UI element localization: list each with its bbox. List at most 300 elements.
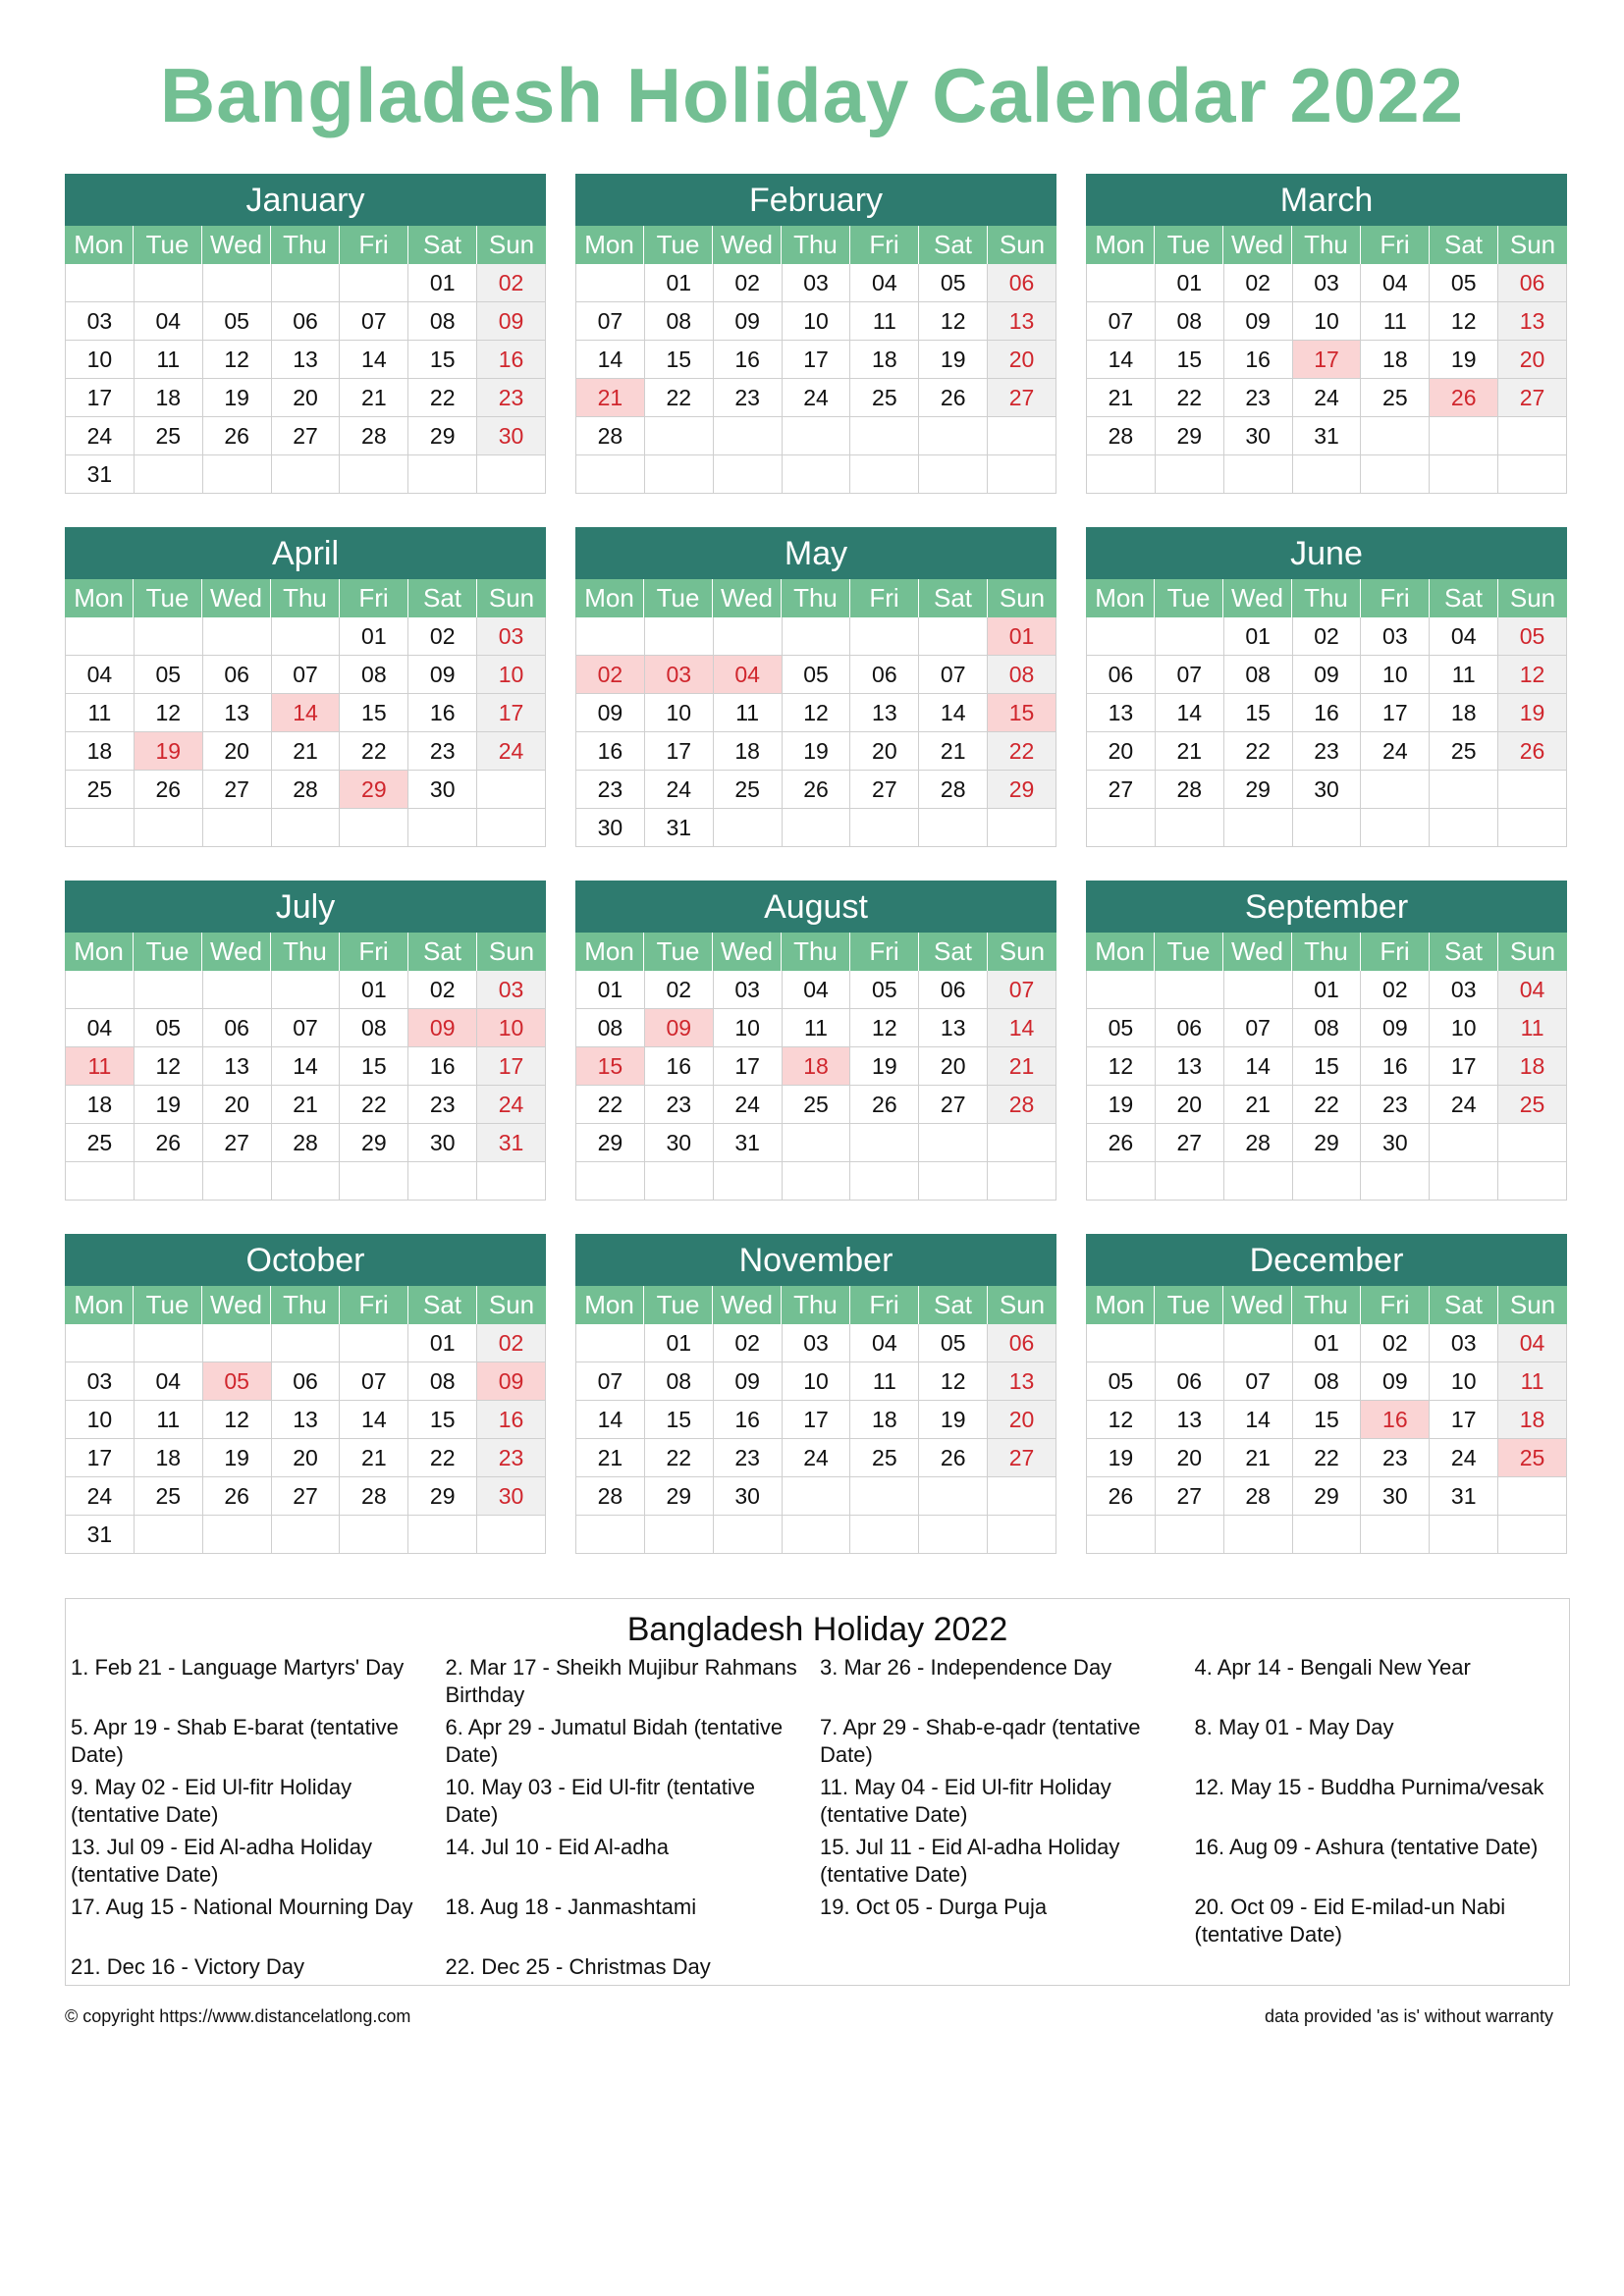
- holiday-list-item: 19. Oct 05 - Durga Puja: [820, 1895, 1048, 1919]
- empty-day-cell: [66, 1324, 135, 1362]
- weekday-label: Fri: [340, 1286, 408, 1324]
- day-cell: 14: [1087, 341, 1156, 379]
- day-cell: 13: [203, 1047, 272, 1086]
- empty-day-cell: [66, 617, 135, 656]
- day-cell: 03: [1430, 1324, 1498, 1362]
- empty-day-cell: [408, 455, 477, 494]
- day-cell: 11: [1361, 302, 1430, 341]
- month-january: [65, 174, 546, 498]
- sunday-day-cell: 16: [477, 341, 546, 379]
- empty-day-cell: [1087, 1162, 1156, 1201]
- weekday-label: Mon: [1086, 1286, 1155, 1324]
- day-cell: 14: [576, 341, 645, 379]
- sunday-day-cell: 24: [477, 1086, 546, 1124]
- weekday-label: Sun: [999, 1290, 1046, 1319]
- day-cell: 07: [919, 656, 988, 694]
- empty-day-cell: [1430, 1516, 1498, 1554]
- day-cell: 24: [66, 417, 135, 455]
- empty-day-cell: [714, 455, 783, 494]
- day-cell: 17: [1430, 1401, 1498, 1439]
- empty-day-cell: [203, 1324, 272, 1362]
- day-cell: 16: [1361, 1047, 1430, 1086]
- holiday-list-title: Bangladesh Holiday 2022: [626, 1611, 1008, 1648]
- day-cell: 29: [1293, 1124, 1362, 1162]
- empty-day-cell: [1361, 809, 1430, 847]
- weekday-label: Fri: [1361, 579, 1430, 617]
- day-cell: 12: [919, 302, 988, 341]
- day-cell: 19: [203, 1439, 272, 1477]
- weekday-label: Mon: [65, 579, 134, 617]
- day-cell: 06: [1156, 1009, 1224, 1047]
- day-cell: 14: [919, 694, 988, 732]
- holiday-list-item: 9. May 02 - Eid Ul-fitr Holiday (tentative Date): [71, 1775, 352, 1827]
- holiday-day-cell: 11: [66, 1047, 135, 1086]
- sunday-day-cell: 02: [477, 264, 546, 302]
- day-cell: 15: [340, 694, 408, 732]
- holiday-list-item: 17. Aug 15 - National Mourning Day: [71, 1895, 413, 1919]
- day-cell: 18: [66, 732, 135, 771]
- weekday-row: [65, 226, 546, 264]
- empty-day-cell: [1224, 971, 1293, 1009]
- empty-day-cell: [645, 1162, 714, 1201]
- sunday-day-cell: 07: [988, 971, 1056, 1009]
- weekday-label: Thu: [271, 579, 340, 617]
- empty-day-cell: [135, 971, 203, 1009]
- day-cell: 24: [645, 771, 714, 809]
- day-cell: 05: [783, 656, 851, 694]
- day-cell: 12: [203, 1401, 272, 1439]
- empty-day-cell: [714, 1516, 783, 1554]
- weekday-row: [65, 933, 546, 971]
- empty-day-cell: [1498, 1477, 1567, 1516]
- day-cell: 16: [408, 1047, 477, 1086]
- day-cell: 15: [645, 341, 714, 379]
- day-cell: 06: [1087, 656, 1156, 694]
- holiday-day-cell: 14: [272, 694, 341, 732]
- day-cell: 27: [1087, 771, 1156, 809]
- day-cell: 09: [1293, 656, 1362, 694]
- empty-day-cell: [714, 809, 783, 847]
- empty-day-cell: [576, 1162, 645, 1201]
- weekday-label: Sun: [1509, 1290, 1556, 1319]
- day-grid: [1086, 1324, 1567, 1554]
- month-may: [575, 527, 1056, 851]
- sunday-day-cell: 05: [1498, 617, 1567, 656]
- day-cell: 26: [135, 771, 203, 809]
- day-cell: 02: [408, 617, 477, 656]
- day-cell: 06: [203, 656, 272, 694]
- day-grid: [65, 971, 546, 1201]
- day-cell: 05: [1087, 1009, 1156, 1047]
- day-cell: 23: [645, 1086, 714, 1124]
- weekday-label: Sun: [1509, 583, 1556, 613]
- day-cell: 17: [66, 1439, 135, 1477]
- sunday-day-cell: 30: [477, 1477, 546, 1516]
- month-title: July: [65, 881, 546, 933]
- day-cell: 30: [408, 771, 477, 809]
- day-cell: 01: [1224, 617, 1293, 656]
- empty-day-cell: [1156, 1162, 1224, 1201]
- sunday-day-cell: 24: [477, 732, 546, 771]
- day-cell: 31: [714, 1124, 783, 1162]
- day-cell: 08: [408, 302, 477, 341]
- empty-day-cell: [988, 417, 1056, 455]
- day-cell: 23: [714, 1439, 783, 1477]
- day-grid: [1086, 617, 1567, 847]
- day-cell: 22: [340, 732, 408, 771]
- day-cell: 03: [783, 1324, 851, 1362]
- day-cell: 27: [272, 1477, 341, 1516]
- day-cell: 30: [1361, 1477, 1430, 1516]
- day-cell: 27: [203, 771, 272, 809]
- day-cell: 08: [576, 1009, 645, 1047]
- day-cell: 17: [645, 732, 714, 771]
- day-cell: 06: [272, 1362, 341, 1401]
- empty-day-cell: [1087, 1516, 1156, 1554]
- weekday-label: Sat: [919, 1286, 988, 1324]
- day-cell: 09: [576, 694, 645, 732]
- day-cell: 03: [714, 971, 783, 1009]
- day-cell: 22: [1224, 732, 1293, 771]
- weekday-label: Sun: [1509, 936, 1556, 966]
- day-cell: 17: [66, 379, 135, 417]
- empty-day-cell: [1498, 771, 1567, 809]
- holiday-day-cell: 17: [1293, 341, 1362, 379]
- holiday-list-panel: [65, 1598, 1570, 1986]
- day-cell: 22: [576, 1086, 645, 1124]
- sunday-day-cell: 04: [1498, 971, 1567, 1009]
- empty-day-cell: [988, 1516, 1056, 1554]
- weekday-label: Thu: [782, 1286, 850, 1324]
- day-cell: 28: [576, 417, 645, 455]
- weekday-label: Thu: [782, 579, 850, 617]
- day-cell: 21: [1087, 379, 1156, 417]
- holiday-list-item: 20. Oct 09 - Eid E-milad-un Nabi (tentative Date): [1194, 1895, 1506, 1947]
- empty-day-cell: [135, 1324, 203, 1362]
- empty-day-cell: [1087, 971, 1156, 1009]
- sunday-day-cell: 13: [1498, 302, 1567, 341]
- day-cell: 12: [783, 694, 851, 732]
- day-cell: 11: [66, 694, 135, 732]
- month-july: [65, 881, 546, 1204]
- day-cell: 15: [408, 1401, 477, 1439]
- sunday-day-cell: 31: [477, 1124, 546, 1162]
- empty-day-cell: [988, 1477, 1056, 1516]
- weekday-label: Thu: [782, 226, 850, 264]
- day-cell: 01: [408, 1324, 477, 1362]
- day-cell: 30: [714, 1477, 783, 1516]
- day-cell: 19: [919, 341, 988, 379]
- empty-day-cell: [135, 1516, 203, 1554]
- empty-day-cell: [1498, 809, 1567, 847]
- day-cell: 18: [850, 341, 919, 379]
- empty-day-cell: [203, 617, 272, 656]
- weekday-label: Sun: [488, 936, 535, 966]
- empty-day-cell: [645, 617, 714, 656]
- empty-day-cell: [135, 809, 203, 847]
- day-cell: 23: [1293, 732, 1362, 771]
- empty-day-cell: [1498, 417, 1567, 455]
- weekday-row: [65, 579, 546, 617]
- day-cell: 10: [1430, 1362, 1498, 1401]
- sunday-day-cell: 08: [988, 656, 1056, 694]
- month-march: [1086, 174, 1567, 498]
- day-cell: 28: [1224, 1477, 1293, 1516]
- day-cell: 29: [576, 1124, 645, 1162]
- weekday-label: Tue: [134, 1286, 202, 1324]
- day-cell: 28: [576, 1477, 645, 1516]
- empty-day-cell: [1430, 809, 1498, 847]
- empty-day-cell: [340, 264, 408, 302]
- day-cell: 26: [919, 1439, 988, 1477]
- day-cell: 02: [645, 971, 714, 1009]
- day-cell: 26: [850, 1086, 919, 1124]
- holiday-day-cell: 25: [1498, 1439, 1567, 1477]
- day-cell: 20: [272, 379, 341, 417]
- holiday-list-item: 8. May 01 - May Day: [1194, 1715, 1394, 1739]
- empty-day-cell: [1224, 1324, 1293, 1362]
- sunday-day-cell: 18: [1498, 1047, 1567, 1086]
- day-cell: 09: [714, 1362, 783, 1401]
- empty-day-cell: [714, 617, 783, 656]
- day-grid: [1086, 264, 1567, 494]
- empty-day-cell: [1156, 1324, 1224, 1362]
- day-cell: 13: [1156, 1047, 1224, 1086]
- day-cell: 11: [1430, 656, 1498, 694]
- weekday-label: Mon: [575, 1286, 644, 1324]
- empty-day-cell: [1087, 617, 1156, 656]
- empty-day-cell: [340, 455, 408, 494]
- sunday-day-cell: 17: [477, 1047, 546, 1086]
- holiday-day-cell: 18: [783, 1047, 851, 1086]
- day-cell: 25: [1361, 379, 1430, 417]
- day-cell: 04: [135, 302, 203, 341]
- weekday-label: Mon: [65, 226, 134, 264]
- day-cell: 01: [645, 1324, 714, 1362]
- holiday-list-item: 4. Apr 14 - Bengali New Year: [1194, 1655, 1471, 1680]
- empty-day-cell: [203, 809, 272, 847]
- holiday-list-item: 15. Jul 11 - Eid Al-adha Holiday (tentative Date): [820, 1835, 1120, 1887]
- day-grid: [575, 264, 1056, 494]
- day-grid: [65, 264, 546, 494]
- empty-day-cell: [1361, 1516, 1430, 1554]
- day-cell: 28: [919, 771, 988, 809]
- weekday-label: Sat: [408, 579, 477, 617]
- empty-day-cell: [1224, 1162, 1293, 1201]
- weekday-label: Fri: [850, 933, 919, 971]
- day-cell: 16: [645, 1047, 714, 1086]
- empty-day-cell: [783, 1124, 851, 1162]
- month-title: February: [575, 174, 1056, 226]
- day-cell: 29: [1156, 417, 1224, 455]
- day-cell: 22: [645, 1439, 714, 1477]
- day-cell: 25: [135, 417, 203, 455]
- day-cell: 26: [135, 1124, 203, 1162]
- empty-day-cell: [477, 771, 546, 809]
- weekday-label: Mon: [575, 579, 644, 617]
- day-cell: 25: [66, 771, 135, 809]
- day-cell: 20: [850, 732, 919, 771]
- day-cell: 11: [714, 694, 783, 732]
- weekday-row: [575, 1286, 1056, 1324]
- holiday-day-cell: 01: [988, 617, 1056, 656]
- day-cell: 07: [1224, 1362, 1293, 1401]
- weekday-label: Mon: [65, 1286, 134, 1324]
- day-cell: 18: [1430, 694, 1498, 732]
- empty-day-cell: [1224, 1516, 1293, 1554]
- empty-day-cell: [783, 1162, 851, 1201]
- month-title: May: [575, 527, 1056, 579]
- day-cell: 19: [850, 1047, 919, 1086]
- day-cell: 24: [1361, 732, 1430, 771]
- holiday-day-cell: 19: [135, 732, 203, 771]
- day-cell: 13: [850, 694, 919, 732]
- day-cell: 27: [919, 1086, 988, 1124]
- empty-day-cell: [1156, 1516, 1224, 1554]
- sunday-day-cell: 21: [988, 1047, 1056, 1086]
- holiday-day-cell: 05: [203, 1362, 272, 1401]
- day-cell: 16: [408, 694, 477, 732]
- day-cell: 07: [1224, 1009, 1293, 1047]
- day-cell: 17: [1361, 694, 1430, 732]
- day-cell: 28: [1224, 1124, 1293, 1162]
- holiday-list-item: 21. Dec 16 - Victory Day: [71, 1954, 305, 1979]
- weekday-row: [1086, 933, 1567, 971]
- month-april: [65, 527, 546, 851]
- sunday-day-cell: 22: [988, 732, 1056, 771]
- day-cell: 05: [1087, 1362, 1156, 1401]
- month-february: [575, 174, 1056, 498]
- day-cell: 21: [272, 1086, 341, 1124]
- day-cell: 09: [1361, 1009, 1430, 1047]
- day-cell: 31: [1293, 417, 1362, 455]
- empty-day-cell: [1156, 971, 1224, 1009]
- empty-day-cell: [1498, 455, 1567, 494]
- empty-day-cell: [919, 617, 988, 656]
- empty-day-cell: [1430, 417, 1498, 455]
- day-cell: 21: [576, 1439, 645, 1477]
- weekday-row: [1086, 226, 1567, 264]
- day-cell: 25: [66, 1124, 135, 1162]
- month-title: January: [65, 174, 546, 226]
- empty-day-cell: [988, 455, 1056, 494]
- weekday-row: [575, 226, 1056, 264]
- weekday-label: Sun: [1509, 230, 1556, 259]
- day-cell: 04: [1430, 617, 1498, 656]
- day-grid: [575, 617, 1056, 847]
- empty-day-cell: [340, 809, 408, 847]
- day-cell: 04: [850, 1324, 919, 1362]
- day-cell: 28: [340, 417, 408, 455]
- empty-day-cell: [919, 1477, 988, 1516]
- day-cell: 27: [203, 1124, 272, 1162]
- weekday-label: Wed: [1223, 933, 1292, 971]
- empty-day-cell: [714, 417, 783, 455]
- sunday-day-cell: 27: [988, 379, 1056, 417]
- holiday-list-item: 5. Apr 19 - Shab E-barat (tentative Date): [71, 1715, 399, 1767]
- weekday-label: Wed: [713, 579, 782, 617]
- holiday-list-item: 1. Feb 21 - Language Martyrs' Day: [71, 1655, 405, 1680]
- sunday-day-cell: 10: [477, 656, 546, 694]
- day-cell: 30: [408, 1124, 477, 1162]
- empty-day-cell: [783, 417, 851, 455]
- month-title: September: [1086, 881, 1567, 933]
- weekday-row: [575, 933, 1056, 971]
- sunday-day-cell: 28: [988, 1086, 1056, 1124]
- weekday-label: Wed: [202, 1286, 271, 1324]
- day-cell: 23: [408, 1086, 477, 1124]
- day-cell: 25: [714, 771, 783, 809]
- empty-day-cell: [135, 1162, 203, 1201]
- day-cell: 29: [1293, 1477, 1362, 1516]
- sunday-day-cell: 12: [1498, 656, 1567, 694]
- empty-day-cell: [1430, 1162, 1498, 1201]
- day-cell: 10: [645, 694, 714, 732]
- day-cell: 21: [1224, 1086, 1293, 1124]
- day-cell: 09: [1224, 302, 1293, 341]
- sunday-day-cell: 30: [477, 417, 546, 455]
- empty-day-cell: [66, 264, 135, 302]
- weekday-label: Tue: [644, 226, 713, 264]
- month-title: November: [575, 1234, 1056, 1286]
- holiday-day-cell: 09: [645, 1009, 714, 1047]
- weekday-label: Thu: [1292, 933, 1361, 971]
- empty-day-cell: [1430, 771, 1498, 809]
- day-cell: 12: [850, 1009, 919, 1047]
- weekday-row: [575, 579, 1056, 617]
- month-september: [1086, 881, 1567, 1204]
- day-cell: 02: [1361, 971, 1430, 1009]
- day-cell: 07: [340, 1362, 408, 1401]
- weekday-label: Tue: [1155, 1286, 1223, 1324]
- holiday-day-cell: 10: [477, 1009, 546, 1047]
- holiday-day-cell: 03: [645, 656, 714, 694]
- day-cell: 16: [576, 732, 645, 771]
- empty-day-cell: [272, 971, 341, 1009]
- day-cell: 14: [1224, 1401, 1293, 1439]
- day-cell: 10: [1293, 302, 1362, 341]
- empty-day-cell: [135, 617, 203, 656]
- day-cell: 18: [714, 732, 783, 771]
- weekday-label: Sat: [1430, 226, 1498, 264]
- day-cell: 04: [135, 1362, 203, 1401]
- day-cell: 29: [340, 1124, 408, 1162]
- day-cell: 07: [1156, 656, 1224, 694]
- weekday-label: Tue: [644, 1286, 713, 1324]
- sunday-day-cell: 14: [988, 1009, 1056, 1047]
- day-cell: 17: [783, 341, 851, 379]
- sunday-day-cell: 11: [1498, 1009, 1567, 1047]
- day-cell: 11: [135, 1401, 203, 1439]
- day-cell: 24: [783, 379, 851, 417]
- sunday-day-cell: 06: [1498, 264, 1567, 302]
- weekday-label: Wed: [713, 933, 782, 971]
- day-cell: 10: [66, 1401, 135, 1439]
- weekday-label: Fri: [340, 933, 408, 971]
- day-cell: 27: [850, 771, 919, 809]
- empty-day-cell: [576, 1324, 645, 1362]
- weekday-row: [65, 1286, 546, 1324]
- day-cell: 15: [1156, 341, 1224, 379]
- empty-day-cell: [477, 455, 546, 494]
- empty-day-cell: [272, 617, 341, 656]
- empty-day-cell: [783, 809, 851, 847]
- day-cell: 07: [576, 1362, 645, 1401]
- empty-day-cell: [645, 1516, 714, 1554]
- weekday-row: [1086, 579, 1567, 617]
- empty-day-cell: [272, 1516, 341, 1554]
- day-cell: 08: [1156, 302, 1224, 341]
